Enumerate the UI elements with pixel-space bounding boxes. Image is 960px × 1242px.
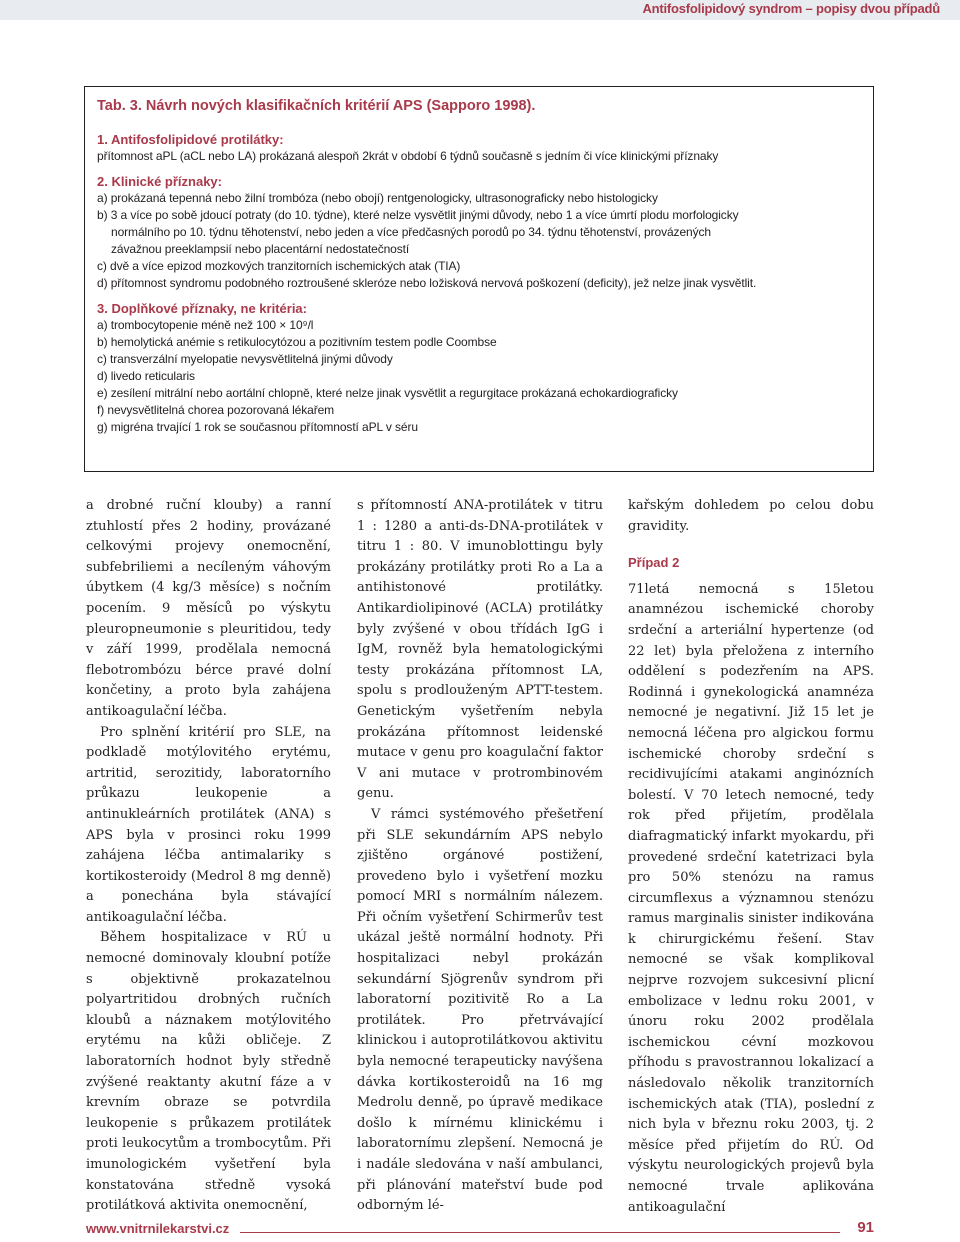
table-section-3-heading: 3. Doplňkové příznaky, ne kritéria: <box>97 301 307 316</box>
table-section-2-line-b-cont1: normálního po 10. týdnu těhotenství, nebo jeden a více předčasných porodů po 34. týdnu těhotenství, provázených <box>111 225 711 239</box>
table-section-3-line-e: e) zesílení mitrální nebo aortální chlopně, které nelze jinak vysvětlit a regurgitace prokázaná echokardiograficky <box>97 386 678 400</box>
table-section-2-line-b-cont2: závažnou preeklampsií nebo placentární nedostatečností <box>111 242 410 256</box>
table-section-3-line-c: c) transverzální myelopatie nevysvětlitelná jinými důvody <box>97 352 393 366</box>
table-section-2-line-d: d) přítomnost syndromu podobného roztroušené skleróze nebo ložisková nervová poškození (deficity), jež nelze jinak vysvětlit. <box>97 276 757 290</box>
body-paragraph: V rámci systémového přešetření při SLE sekundárním APS nebylo zjištěno orgánové postižení, provedeno bylo i vyšetření mozku pomocí MRI s normálním nálezem. Při očním vyšetření Schirmerův test ukázal ještě normální hodnoty. Při hospitalizaci nebyl prokázán sekundární Sjögrenův syndrom při laboratorní pozitivitě Ro a La protilátek. Pro přetrvávající klinickou i autoprotilátkovou aktivitu byla nemocné terapeuticky navýšena dávka kortikosteroidů na 16 mg Medrolu denně, po úpravě medikace došlo k mírnému klinickému i laboratornímu zlepšení. Nemocná je i nadále sledována v naší ambulanci, při plánování mateřství bude pod odborným lé- <box>357 806 603 1214</box>
table-section-1-line: přítomnost aPL (aCL nebo LA) prokázaná alespoň 2krát v období 6 týdnů současně s jedním či více klinickými příznaky <box>97 149 719 163</box>
body-paragraph: kařským dohledem po celou dobu gravidity. <box>628 498 874 534</box>
footer-divider <box>240 1232 840 1233</box>
body-column-3 <box>628 496 874 1218</box>
table-section-2-line-c: c) dvě a více epizod mozkových tranzitorních ischemických atak (TIA) <box>97 259 461 273</box>
body-paragraph: 71letá nemocná s 15letou anamnézou ischemické choroby srdeční a arteriální hypertenze (od 22 let) byla přeložena z interního oddělení s podezřením na APS. Rodinná i gynekologická anamnéza nemocné je negativní. Již 15 let je nemocná léčena pro algickou formu ischemické choroby srdeční s recidivujícími atakami anginózních bolestí. V 70 letech nemocné, tedy rok před přijetím, prodělala diafragmatický infarkt myokardu, při provedené srdeční katetrizaci byla pro 50% stenózu na ramus circumflexus a významnou stenózu ramus marginalis sinister indikována k chirurgickému řešení. Stav nemocné se však komplikoval nejprve rozvojem sukcesivní plicní embolizace v lednu roku 2001, v únoru roku 2002 prodělala ischemickou cévní mozkovou příhodu s pravostrannou lokalizací a následovalo několik tranzitorních ischemických atak (TIA), poslední z nich byla v březnu roku 2003, tj. 2 měsíce před přijetím do RÚ. Od výskytu neurologických projevů byla nemocné trvale aplikována antikoagulační <box>628 581 874 1215</box>
table-title: Tab. 3. Návrh nových klasifikačních kritérií APS (Sapporo 1998). <box>97 98 536 114</box>
table-section-3-line-a: a) trombocytopenie méně než 100 × 10⁹/l <box>97 318 314 332</box>
table-section-1-heading: 1. Antifosfolipidové protilátky: <box>97 132 284 147</box>
case-2-heading: Případ 2 <box>628 555 680 571</box>
table-section-3-line-f: f) nevysvětlitelná chorea pozorovaná lékařem <box>97 403 335 417</box>
table-section-3-line-g: g) migréna trvající 1 rok se současnou přítomností aPL v séru <box>97 420 418 434</box>
table-section-2-line-b: b) 3 a více po sobě jdoucí potraty (do 10. týdne), které nelze vysvětlit jinými důvody, nebo 1 a více úmrtí plodu morfologicky <box>97 208 739 222</box>
table-section-3-line-d: d) livedo reticularis <box>97 369 195 383</box>
footer-website-url: www.vnitrnilekarstvi.cz <box>86 1221 230 1236</box>
body-paragraph: Pro splnění kritérií pro SLE, na podkladě motýlovitého erytému, artritid, serozitidy, laboratorního průkazu leukopenie a antinukleárních protilátek (ANA) s APS byla v prosinci roku 1999 zahájena léčba antimalariky s kortikosteroidy (Medrol 8 mg denně) a ponechána byla stávající antikoagulační léčba. <box>86 724 331 925</box>
body-column-1 <box>86 496 331 1217</box>
body-paragraph: a drobné ruční klouby) a ranní ztuhlostí přes 2 hodiny, provázané celkovými projevy onemocnění, subfebriliemi a necíleným váhovým úbytkem (4 kg/3 měsíce) s nočním pocením. 9 měsíců po výskytu pleuropneumonie s pleuritidou, tedy v září 1999, prodělala nemocná flebotrombózu bérce pravé dolní končetiny, a proto byla zahájena antikoagulační léčba. <box>86 498 331 719</box>
body-paragraph: s přítomností ANA-protilátek v titru 1 : 1280 a anti-ds-DNA-protilátek v titru 1 : 80. V imunoblottingu byly prokázány protilátky proti Ro a La a antihistonové protilátky. Antikardiolipinové (ACLA) protilátky byly zvýšené v obou třídách IgG i IgM, rovněž byla hematologickými testy prokázána přítomnost LA, spolu s prodlouženým APTT-testem. Genetickým vyšetřením nebyla prokázána přítomnost leidenské mutace v genu pro koagulační faktor V ani mutace v protrombinovém genu. <box>357 498 603 802</box>
table-section-3-line-b: b) hemolytická anémie s retikulocytózou a pozitivním testem podle Coombse <box>97 335 497 349</box>
running-header-title: Antifosfolipidový syndrom – popisy dvou případů <box>642 1 940 16</box>
table-section-2-line-a: a) prokázaná tepenná nebo žilní trombóza (nebo obojí) rentgenologicky, ultrasonograficky nebo histologicky <box>97 191 658 205</box>
table-3-box <box>84 86 874 472</box>
body-paragraph: Během hospitalizace v RÚ u nemocné dominovaly kloubní potíže s objektivně prokazatelnou polyartritidou drobných ručních kloubů a náznakem motýlovitého erytému na kůži obličeje. Z laboratorních hodnot byly středně zvýšené reaktanty akutní fáze a v krevním obraze se potvrdila leukopenie s průkazem protilátek proti leukocytům a trombocytům. Při imunologickém vyšetření byla konstatována středně vysoká protilátková aktivita onemocnění, <box>86 930 331 1214</box>
body-column-2 <box>357 496 603 1217</box>
page-number: 91 <box>857 1219 874 1236</box>
table-section-2-heading: 2. Klinické příznaky: <box>97 174 222 189</box>
